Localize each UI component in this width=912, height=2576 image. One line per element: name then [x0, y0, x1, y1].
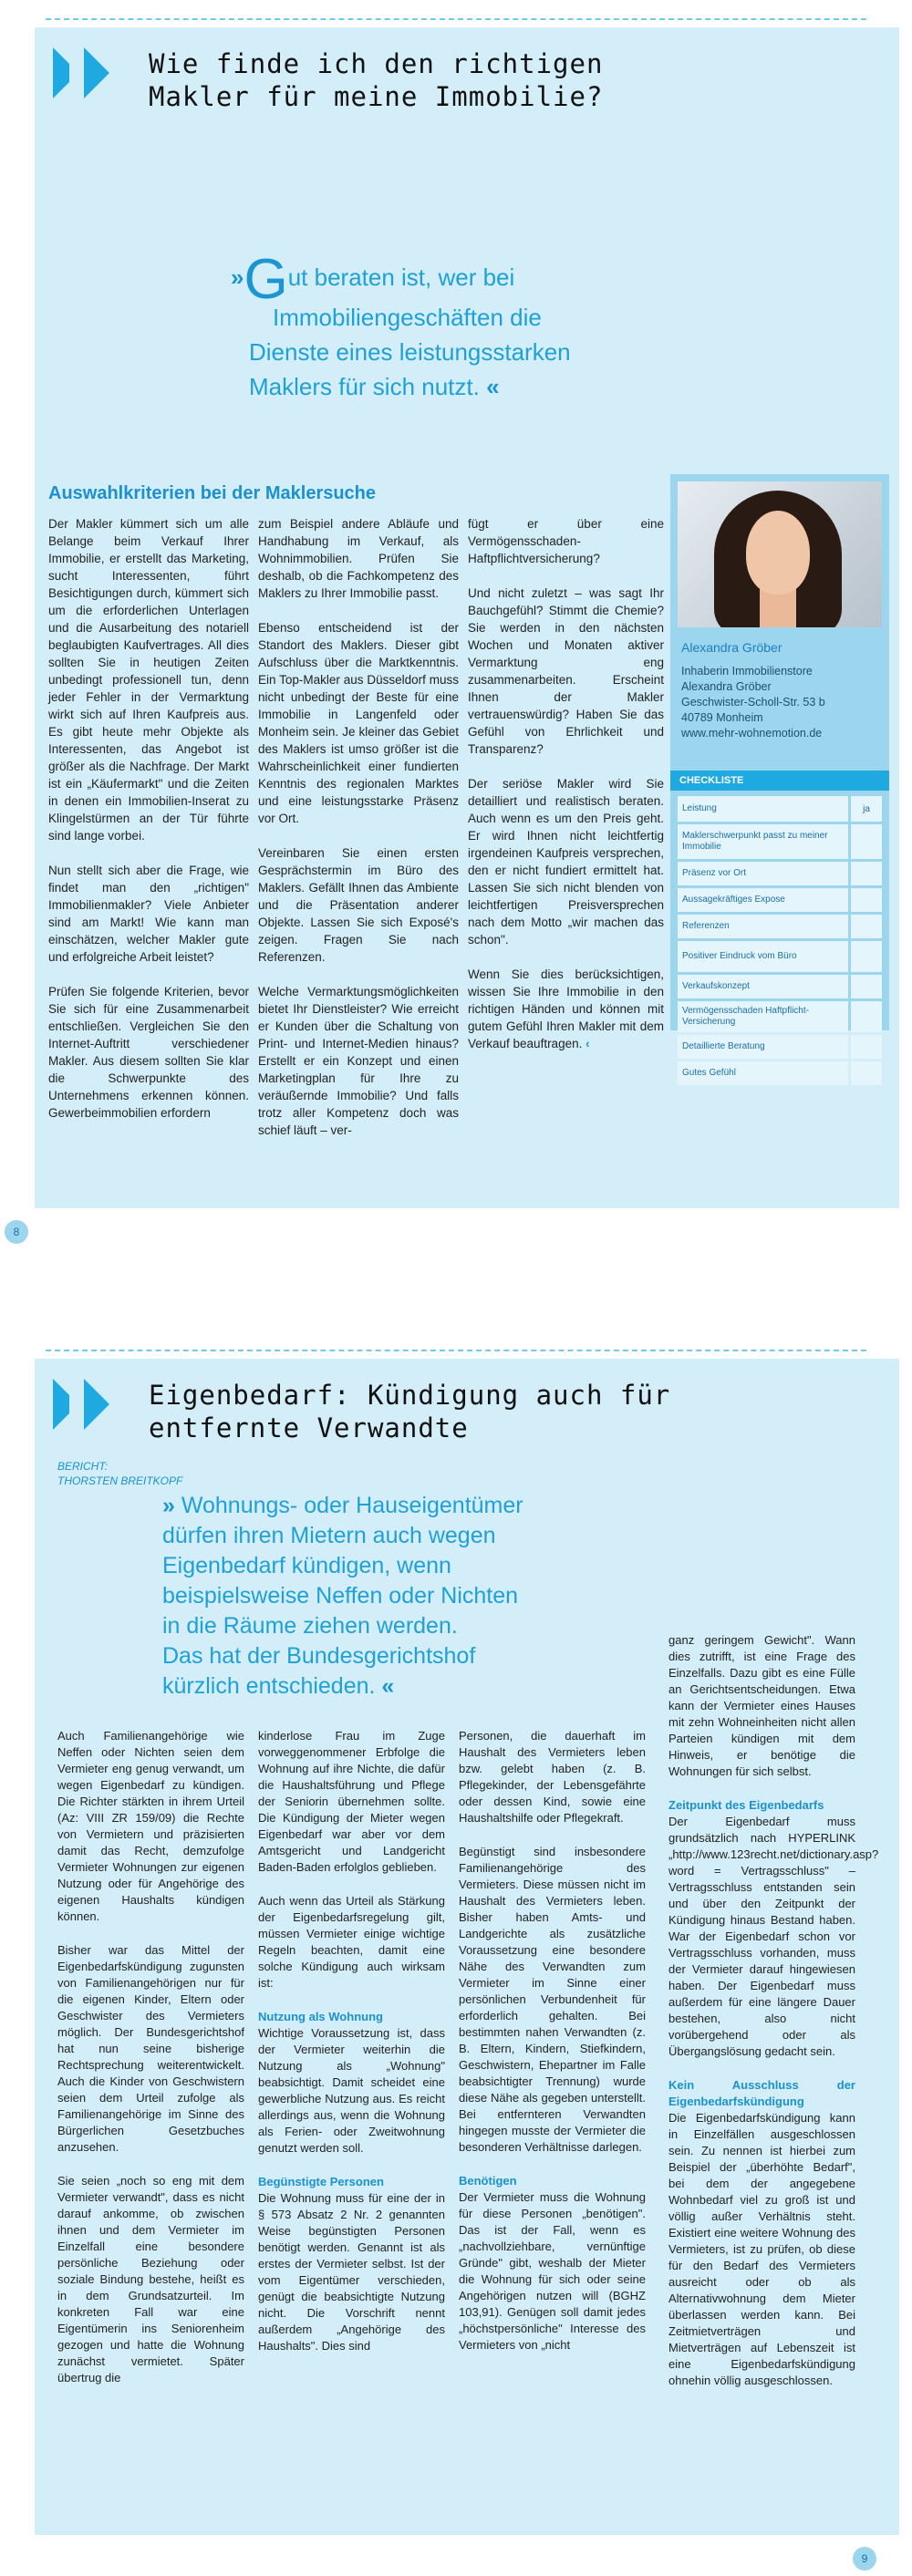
top-dashed-rule	[46, 18, 866, 20]
author-sidebar	[670, 474, 889, 1078]
checklist-row: Leistung ja	[678, 796, 882, 822]
article-title: Eigenbedarf: Kündigung auch für entfernte Verwandte	[149, 1380, 671, 1443]
author-website-link[interactable]: www.mehr-wohnemotion.de	[681, 727, 823, 740]
quote-close-icon: «	[486, 373, 500, 400]
author-contact: Inhaberin Immobilienstore Alexandra Gröber Geschwister-Scholl-Str. 53 b 40789 Monheim www.mehr-wohnemotion.de	[681, 664, 886, 741]
checklist-row: Gutes Gefühl	[678, 1061, 882, 1085]
checklist-row: Detaillierte Beratung	[678, 1035, 882, 1059]
article-title: Wie finde ich den richtigen Makler für meine Immobilie?	[149, 48, 604, 112]
column-2: kinderlose Frau im Zuge vorweggenommener Erbfolge die Wohnung auf ihre Nichte, die dafür die Haushaltsführung und Pflege der Seniorin übernehmen sollte. Die Kündigung der Mieter wegen Eigenbedarf war aber vor dem Amtsgericht und Landgericht Baden-Baden erfolglos geblieben. Auch wenn das Urteil als Stärkung der Eigenbedarfsregelung gilt, müssen Vermieter einige wichtige Regeln beachten, damit eine solche Kündigung auch wirksam ist: Nutzung als Wohnung Wichtige Voraussetzung ist, dass der Vermieter weiterhin die Nutzung als „Wohnung" beabsichtigt. Damit scheidet eine gewerbliche Nutzung aus. Es reicht allerdings aus, wenn die Wohnung als Ferien- oder Zweitwohnung genutzt werden soll. Begünstigte Personen Die Wohnung muss für eine der in § 573 Absatz 2 Nr. 2 genannten Weise begünstigten Personen benötigt werden. Genannt ist als erstes der Vermieter selbst. Ist der vom Eigentümer verschieden, genügt die beabsichtigte Nutzung nicht. Die Vorschrift nennt außerdem „Angehörige des Haushalts". Dies sind	[258, 1729, 445, 2353]
checklist-row: Positiver Eindruck vom Büro	[678, 941, 882, 972]
column-2: zum Beispiel andere Abläufe und Handhabung im Verkauf, als Wohnimmobilien. Prüfen Sie deshalb, ob die Fachkompetenz des Maklers zu Ihrer Immobilie passt. Ebenso entscheidend ist der Standort des Maklers. Dieser gibt Aufschluss über die Marktkenntnis. Ein Top-Makler aus Düsseldorf muss nicht unbedingt der Beste für eine Immobilie in Langenfeld oder Monheim sein. Je kleiner das Gebiet des Maklers ist umso größer ist die Wahrscheinlichkeit einer fundierten Kenntnis des regionalen Marktes und eine leistungsstarke Präsenz vor Ort. Vereinbaren Sie einen ersten Gesprächstermin im Büro des Maklers. Gefällt Ihnen das Ambiente und die Präsentation anderer Objekte. Lassen Sie sich Exposé's zeigen. Fragen Sie nach Referenzen. Welche Vermarktungsmöglichkeiten bietet Ihr Dienstleister? Wie erreicht er Kunden über die Schaltung von Print- und Internet-Medien hinaus? Erstellt er ein Konzept und einen Marketingplan für Ihre zu veräußernde Immobilie? Und falls trotz aller Kompetenz doch was schief läuft – ver-	[258, 517, 459, 1137]
checklist-row: Aussagekräftiges Expose	[678, 888, 882, 912]
checklist-row: Präsenz vor Ort	[678, 862, 882, 885]
article-panel	[35, 1359, 899, 2535]
subheading: Zeitpunkt des Eigenbedarfs	[668, 1798, 824, 1812]
page-number: 8	[5, 1220, 28, 1244]
page-9	[0, 1290, 912, 2576]
page-number: 9	[853, 2547, 876, 2571]
quote-open-icon: »	[162, 1493, 175, 1518]
checklist-row: Verkaufskonzept	[678, 975, 882, 998]
author-name: Alexandra Gröber	[681, 640, 782, 655]
top-dashed-rule	[46, 1350, 866, 1351]
column-1: Auch Familienangehörige wie Neffen oder Nichten seien dem Vermieter eng genug verwandt, um wegen Eigenbedarf zu kündigen. Die Richter stärkten in ihrem Urteil (Az: VIII ZR 159/09) die Rechte von Vermietern und präzisierten damit das Recht, demzufolge Vermieter Wohnungen zur eigenen Nutzung oder für Angehörige des eigenen Haushalts kündigen können. Bisher war das Mittel der Eigenbedarfskündigung zugunsten von Familienangehörigen nur für die eigenen Kinder, Eltern oder Geschwister des Vermieters möglich. Der Bundesgerichtshof hat nun seine bisherige Rechtsprechung weiterentwickelt. Auch die Kinder von Geschwistern seien dem Urteil zufolge als Familienangehörige im Sinne des Bürgerlichen Gesetzbuches anzusehen. Sie seien „noch so eng mit dem Vermieter verwandt", dass es nicht darauf ankomme, ob zwischen ihnen und dem Vermieter im Einzelfall eine besondere persönliche Beziehung oder soziale Bindung bestehe, heißt es in dem Grundsatzurteil. Im konkreten Fall war eine Eigentümerin ins Seniorenheim gezogen und hatte die Wohnung zunächst vermietet. Später übertrug die	[57, 1729, 244, 2385]
column-3: fügt er über eine Vermögensschaden-Haftpflichtversicherung? Und nicht zuletzt – was sagt Ihr Bauchgefühl? Stimmt die Chemie? Sie werden in den nächsten Wochen und Monaten aktiver Vermarktung eng zusammenarbeiten. Erscheint Ihnen der Makler vertrauenswürdig? Haben Sie das Gefühl von Ehrlichkeit und Transparenz? Der seriöse Makler wird Sie detailliert und realistisch beraten. Auch wenn es um den Preis geht. Er wird Ihnen nicht leichtfertig irgendeinen Kaufpreis versprechen, den er nicht fundiert ermittelt hat. Lassen Sie sich nicht blenden von leichtfertigen Preisversprechen nach dem Motto „wir machen das schon". Wenn Sie dies berücksichtigen, wissen Sie Ihre Immobilie in den richtigen Händen und können mit gutem Gefühl Ihren Makler mit dem Verkauf beauftragen. ‹	[468, 517, 664, 1050]
checklist-row: Vermögensschaden Haftpflicht-Versicherung	[678, 1001, 882, 1032]
pull-quote: »Gut beraten ist, wer bei Immobiliengeschäften die Dienste eines leistungsstarken Maklers für sich nutzt. «	[231, 248, 571, 400]
quote-open-icon: »	[231, 264, 244, 291]
quote-close-icon: «	[381, 1673, 395, 1699]
author-photo	[678, 481, 882, 627]
end-marker-icon: ‹	[586, 1037, 590, 1050]
section-heading: Auswahlkriterien bei der Maklersuche	[48, 483, 377, 503]
subheading: Begünstigte Personen	[258, 2175, 384, 2188]
double-chevron-icon	[53, 47, 115, 98]
column-4: ganz geringem Gewicht". Wann dies zutrifft, ist eine Frage des Einzelfalls. Dazu gibt es eine Fülle an Gerichtsentscheidungen. Etwa kann der Vermieter eines Hauses mit zehn Wohneinheiten nicht allen Parteien kündigen mit dem Hinweis, er benötige die Wohnungen für sich selbst. Zeitpunkt des Eigenbedarfs Der Eigenbedarf muss grundsätzlich nach HYPERLINK „http://www.123recht.net/dictionary.asp?word = Vertragsschluss" – Vertragsschluss entstanden sein und über den Zeitpunkt der Kündigung hinaus Bestand haben. War der Eigenbedarf schon vor Vertragsschluss vorhanden, muss der Vermieter darauf hingewiesen haben. Der Eigenbedarf muss außerdem für eine längere Dauer bestehen, also nicht vorübergehend oder als Übergangslösung gedacht sein. Kein Ausschluss der Eigenbedarfskündigung Die Eigenbedarfskündigung kann in Einzelfällen ausgeschlossen sein. Zu nennen ist hierbei zum Beispiel der „überhöhte Bedarf", bei dem der angegebene Wohnbedarf viel zu groß ist und völlig außer Verhältnis steht. Existiert eine weitere Wohnung des Vermieters, ist zu prüfen, ob diese für den Bedarf des Vermieters ausreicht oder ob als Alternativwohnung dem Mieter überlassen werden kann. Bei Zeitmietverträgen und Mietverträgen auf Lebenszeit ist eine Eigenbedarfskündigung ohnehin völlig ausgeschlossen.	[668, 1633, 879, 2387]
checklist-heading: CHECKLISTE	[670, 771, 889, 791]
double-chevron-icon	[53, 1379, 115, 1430]
subheading: Kein Ausschluss der Eigenbedarfskündigung	[668, 2078, 855, 2108]
checklist	[678, 796, 882, 1088]
column-3: Personen, die dauerhaft im Haushalt des Vermieters leben bzw. gelebt haben (z. B. Pflegekinder, der Lebensgefährte oder dessen Kind, sowie eine Haushaltshilfe oder Pflegekraft. Begünstigt sind insbesondere Familienangehörige des Vermieters. Diese müssen nicht im Haushalt des Vermieters leben. Bisher haben Amts- und Landgerichte als zusätzliche Voraussetzung eine besondere Nähe des Verwandten zum Vermieter im Sinne einer persönlichen Verbundenheit für erforderlich gehalten. Bei bestimmten nahen Verwandten (z. B. Eltern, Kindern, Stiefkindern, Geschwistern, Ehepartner im Falle beabsichtigter Trennung) wurde diese Nähe als gegeben unterstellt. Bei entfernteren Verwandten hingegen musste der Vermieter die besonderen Verhältnisse darlegen. Benötigen Der Vermieter muss die Wohnung für diese Personen „benötigen". Das ist der Fall, wenn es „nachvollziehbare, vernünftige Gründe" gibt, weshalb der Mieter die Wohnung für sich oder seine Angehörigen nutzen will (BGHZ 103,91). Genügen soll damit jedes „höchstpersönliche" Interesse des Vermieters von „nicht	[459, 1729, 646, 2352]
column-1: Der Makler kümmert sich um alle Belange beim Verkauf Ihrer Immobilie, er erstellt das Marketing, sucht Interessenten, führt Besichtigungen durch, kümmert sich um die erforderlichen Unterlagen und die Ausarbeitung des notariell beglaubigten Kaufvertrages. All dies sollten Sie in heutigen Zeiten unbedingt professionell tun, denn jeder Fehler in der Vermarktung wirkt sich auf Ihren Kaufpreis aus. Es gibt heute mehr Objekte als Interessenten, das Angebot ist größer als die Nachfrage. Der Markt ist ein „Käufermarkt" und die Zeiten in denen ein Immobilien-Inserat zu Klingelstürmen an der Tür führte sind lange vorbei. Nun stellt sich aber die Frage, wie findet man den „richtigen" Immobilienmakler? Viele Anbieter sind am Markt! Wie kann man einschätzen, welcher Makler gute und erfolgreiche Arbeit leistet? Prüfen Sie folgende Kriterien, bevor Sie sich für eine Zusammenarbeit entschließen. Vergleichen Sie den Internet-Auftritt verschiedener Makler. Aus diesem sollten Sie klar die Schwerpunkte des Unternehmens erkennen können. Gewerbeimmobilien erfordern	[48, 517, 249, 1120]
subheading: Nutzung als Wohnung	[258, 2010, 383, 2023]
checklist-row: Referenzen	[678, 915, 882, 938]
checklist-row: Maklerschwerpunkt passt zu meiner Immobilie	[678, 824, 882, 859]
pull-quote: » Wohnungs- oder Hauseigentümer dürfen ihren Mietern auch wegen Eigenbedarf kündigen, wenn beispielsweise Neffen oder Nichten in die Räume ziehen werden. Das hat der Bundesgerichtshof kürzlich entschieden. «	[162, 1493, 523, 1699]
byline: BERICHT: THORSTEN BREITKOPF	[57, 1460, 183, 1487]
subheading: Benötigen	[459, 2174, 517, 2188]
